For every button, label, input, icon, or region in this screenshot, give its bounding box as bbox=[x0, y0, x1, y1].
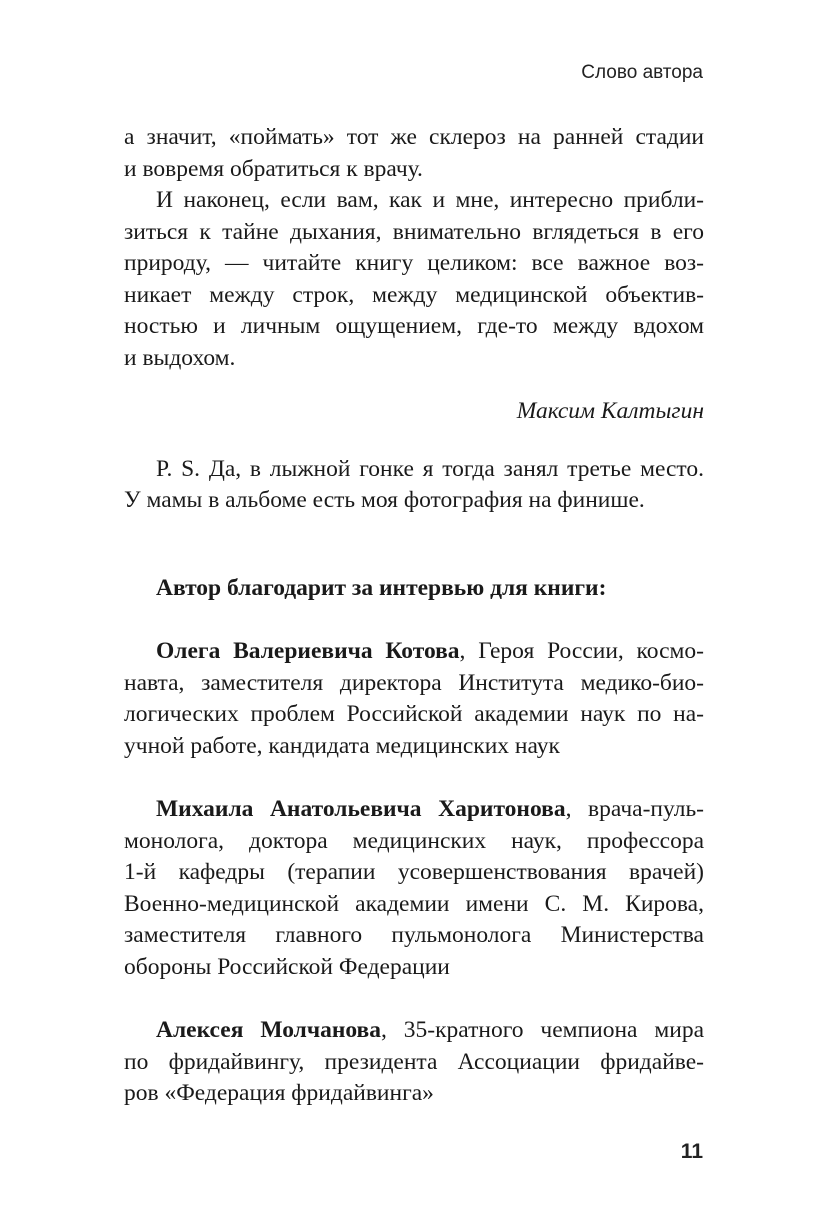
intro-line: а значит, «поймать» тот же склероз на ранней стадии bbox=[124, 124, 704, 150]
thanks-entry-line: 1-й кафедры (терапии усовершенствования врачей) bbox=[124, 859, 704, 885]
person-title-start: , Героя России, космо- bbox=[459, 638, 704, 664]
spacer bbox=[124, 604, 704, 636]
thanks-entry-line: по фридайвингу, президента Ассоциации фридайве- bbox=[124, 1048, 704, 1075]
thanks-entry-line: заместителя главного пульмонолога Министерства bbox=[124, 922, 704, 948]
spacer bbox=[124, 517, 704, 573]
author-signature: Максим Калтыгин bbox=[516, 398, 704, 424]
final-line: и выдохом. bbox=[124, 344, 236, 371]
thanks-entry-line: учной работе, кандидата медицинских наук bbox=[124, 732, 560, 759]
thanks-entry-line: Военно-медицинской академии имени С. М. Кирова, bbox=[124, 890, 704, 917]
page-number: 11 bbox=[680, 1140, 703, 1163]
spacer bbox=[124, 762, 704, 794]
thanks-heading: Автор благодарит за интервью для книги: bbox=[156, 574, 607, 601]
person-name: Михаила Анатольевича Харитонова bbox=[156, 796, 566, 822]
spacer bbox=[124, 428, 704, 454]
final-line: И наконец, если вам, как и мне, интересно прибли- bbox=[156, 187, 704, 213]
postscript-line: P. S. Да, в лыжной гонке я тогда занял третье место. bbox=[156, 455, 704, 482]
person-name: Алексея Молчанова bbox=[156, 1017, 381, 1043]
thanks-entry-line: обороны Российской Федерации bbox=[124, 953, 450, 980]
person-title-start: , 35-кратного чемпиона мира bbox=[380, 1017, 705, 1043]
thanks-entry-first-line bbox=[124, 1015, 704, 1047]
final-paragraph bbox=[124, 185, 704, 374]
thanks-entry bbox=[124, 794, 704, 983]
final-line: зиться к тайне дыхания, внимательно вглядеться в его bbox=[124, 218, 704, 245]
person-name: Олега Валериевича Котова bbox=[156, 638, 460, 664]
page-body bbox=[124, 122, 704, 1110]
thanks-entry-line: ров «Федерация фридайвинга» bbox=[124, 1080, 434, 1106]
intro-paragraph bbox=[124, 122, 704, 185]
spacer bbox=[124, 983, 704, 1015]
thanks-entry bbox=[124, 636, 704, 762]
postscript-line: У мамы в альбоме есть моя фотография на финише. bbox=[124, 487, 645, 513]
final-line: никает между строк, между медицинской объектив- bbox=[124, 281, 704, 308]
thanks-entry-line: логических проблем Российской академии наук по на- bbox=[124, 701, 704, 727]
thanks-entry-first-line bbox=[124, 636, 704, 668]
thanks-entry bbox=[124, 1015, 704, 1110]
thanks-entry-line: навта, заместителя директора Института медико-био- bbox=[124, 669, 704, 696]
intro-line: и вовремя обратиться к врачу. bbox=[124, 155, 423, 182]
thanks-entry-line: монолога, доктора медицинских наук, профессора bbox=[124, 827, 704, 854]
postscript-paragraph bbox=[124, 454, 704, 517]
running-head: Слово автора bbox=[581, 62, 703, 83]
thanks-entry-first-line bbox=[124, 794, 704, 826]
final-line: природу, — читайте книгу целиком: все важное воз- bbox=[124, 250, 704, 276]
final-line: ностью и личным ощущением, где-то между вдохом bbox=[124, 313, 704, 339]
person-title-start: , врача-пуль- bbox=[565, 796, 704, 822]
